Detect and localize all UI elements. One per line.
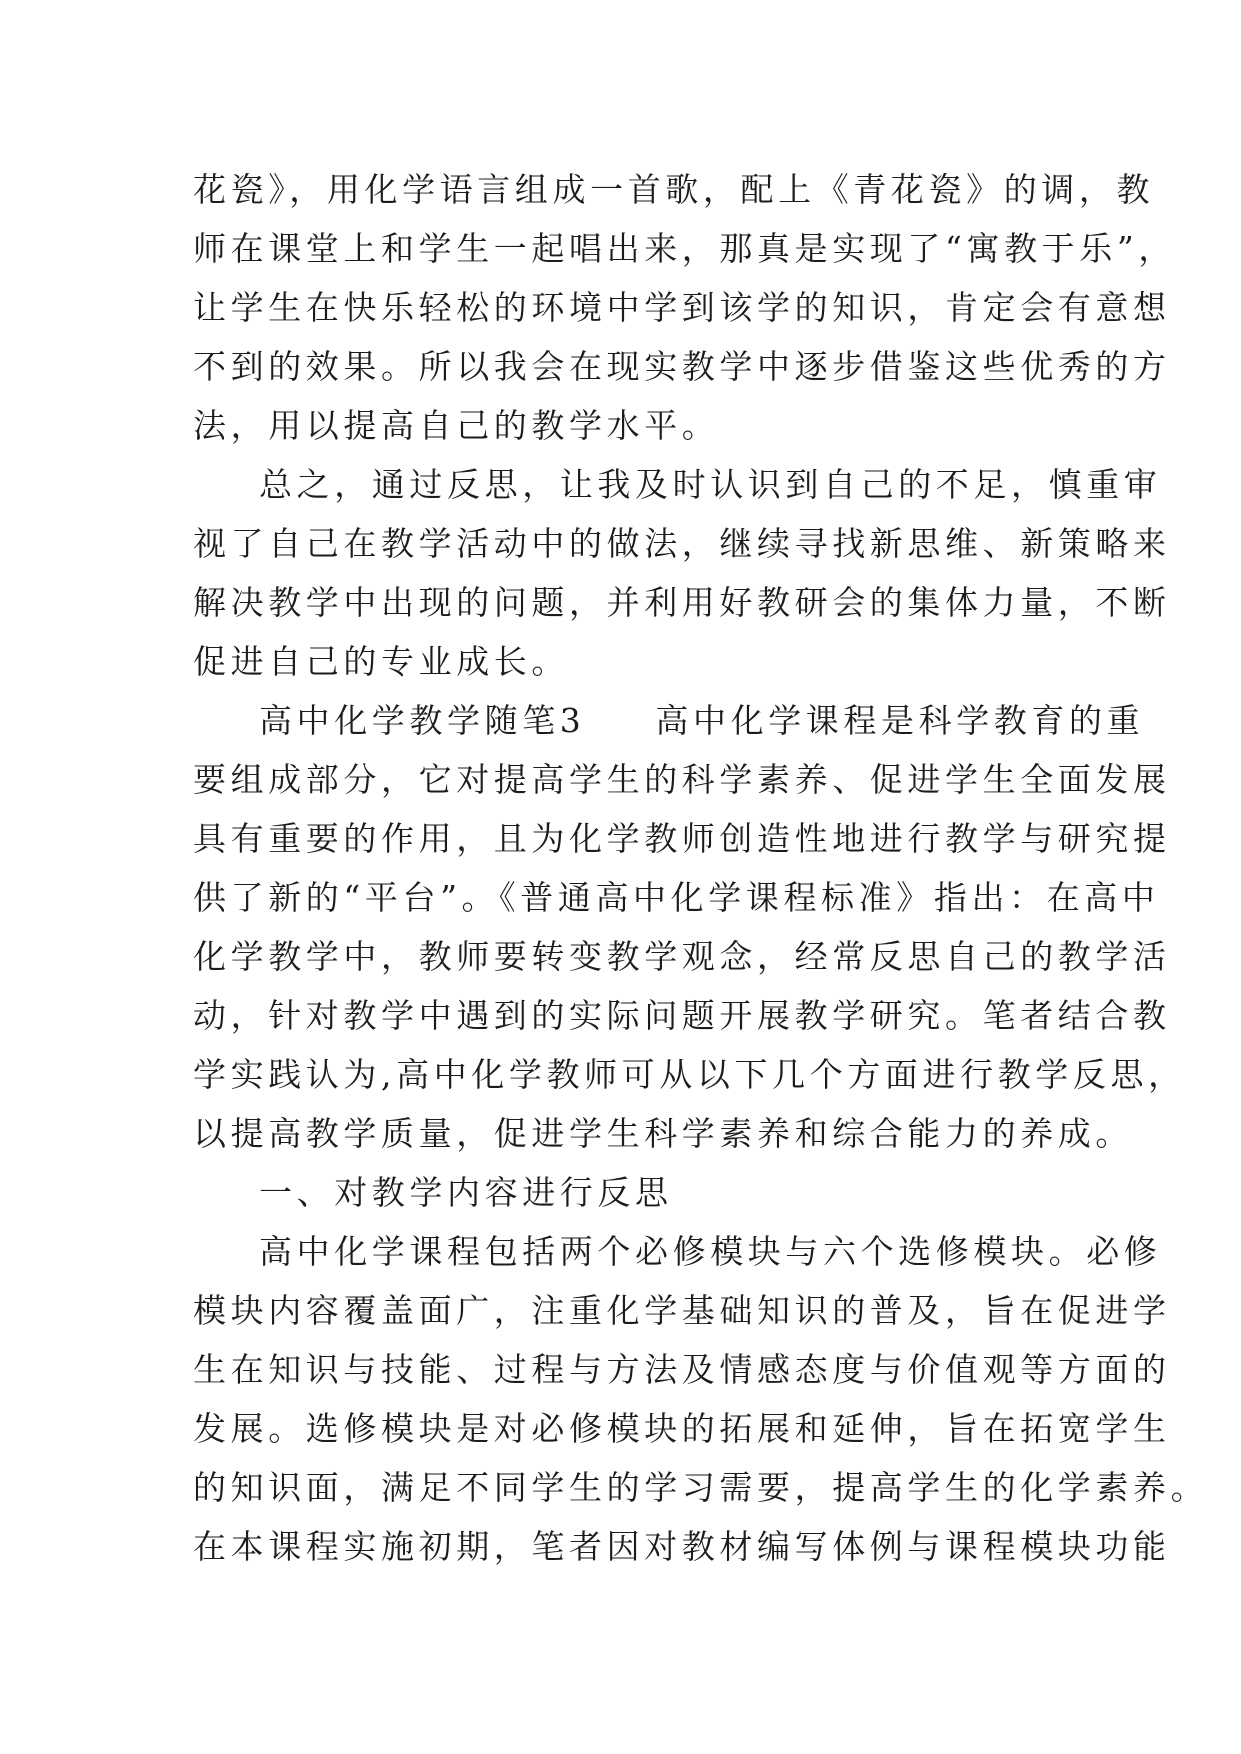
text-line: 法，用以提高自己的教学水平。 bbox=[193, 406, 720, 445]
paragraph-first-line: 高中化学课程包括两个必修模块与六个选修模块。必修 bbox=[259, 1232, 1162, 1271]
text-line: 花瓷》，用化学语言组成一首歌，配上《青花瓷》的调，教 bbox=[193, 170, 1155, 209]
text-line: 发展。选修模块是对必修模块的拓展和延伸，旨在拓宽学生 bbox=[193, 1409, 1171, 1448]
text-line: 让学生在快乐轻松的环境中学到该学的知识，肯定会有意想 bbox=[193, 288, 1171, 327]
text-line: 具有重要的作用，且为化学教师创造性地进行教学与研究提 bbox=[193, 819, 1171, 858]
text-line: 学实践认为,高中化学教师可从以下几个方面进行教学反思， bbox=[193, 1055, 1186, 1094]
text-line: 要组成部分，它对提高学生的科学素养、促进学生全面发展 bbox=[193, 760, 1171, 799]
text-line: 动，针对教学中遇到的实际问题开展教学研究。笔者结合教 bbox=[193, 996, 1171, 1035]
text-line: 生在知识与技能、过程与方法及情感态度与价值观等方面的 bbox=[193, 1350, 1171, 1389]
text-line: 的知识面，满足不同学生的学习需要，提高学生的化学素养。 bbox=[193, 1468, 1209, 1507]
section-heading: 高中化学教学随笔3 bbox=[259, 701, 586, 740]
text-line: 化学教学中，教师要转变教学观念，经常反思自己的教学活 bbox=[193, 937, 1171, 976]
text-line: 不到的效果。所以我会在现实教学中逐步借鉴这些优秀的方 bbox=[193, 347, 1171, 386]
text-line: 在本课程实施初期，笔者因对教材编写体例与课程模块功能 bbox=[193, 1527, 1171, 1566]
text-line: 视了自己在教学活动中的做法，继续寻找新思维、新策略来 bbox=[193, 524, 1171, 563]
paragraph-first-line: 总之，通过反思，让我及时认识到自己的不足，慎重审 bbox=[259, 465, 1162, 504]
section-heading-line bbox=[193, 691, 1145, 750]
text-line: 师在课堂上和学生一起唱出来，那真是实现了“寓教于乐”， bbox=[193, 229, 1176, 268]
paragraph-first-line: 高中化学课程是科学教育的重 bbox=[655, 701, 1145, 740]
document-body bbox=[193, 160, 1209, 1576]
text-line: 促进自己的专业成长。 bbox=[193, 642, 569, 681]
text-line: 模块内容覆盖面广，注重化学基础知识的普及，旨在促进学 bbox=[193, 1291, 1171, 1330]
text-line: 供了新的“平台”。《普通高中化学课程标准》指出：在高中 bbox=[193, 878, 1160, 917]
text-line: 以提高教学质量，促进学生科学素养和综合能力的养成。 bbox=[193, 1114, 1133, 1153]
text-line: 解决教学中出现的问题，并利用好教研会的集体力量，不断 bbox=[193, 583, 1171, 622]
subheading: 一、对教学内容进行反思 bbox=[259, 1173, 673, 1212]
